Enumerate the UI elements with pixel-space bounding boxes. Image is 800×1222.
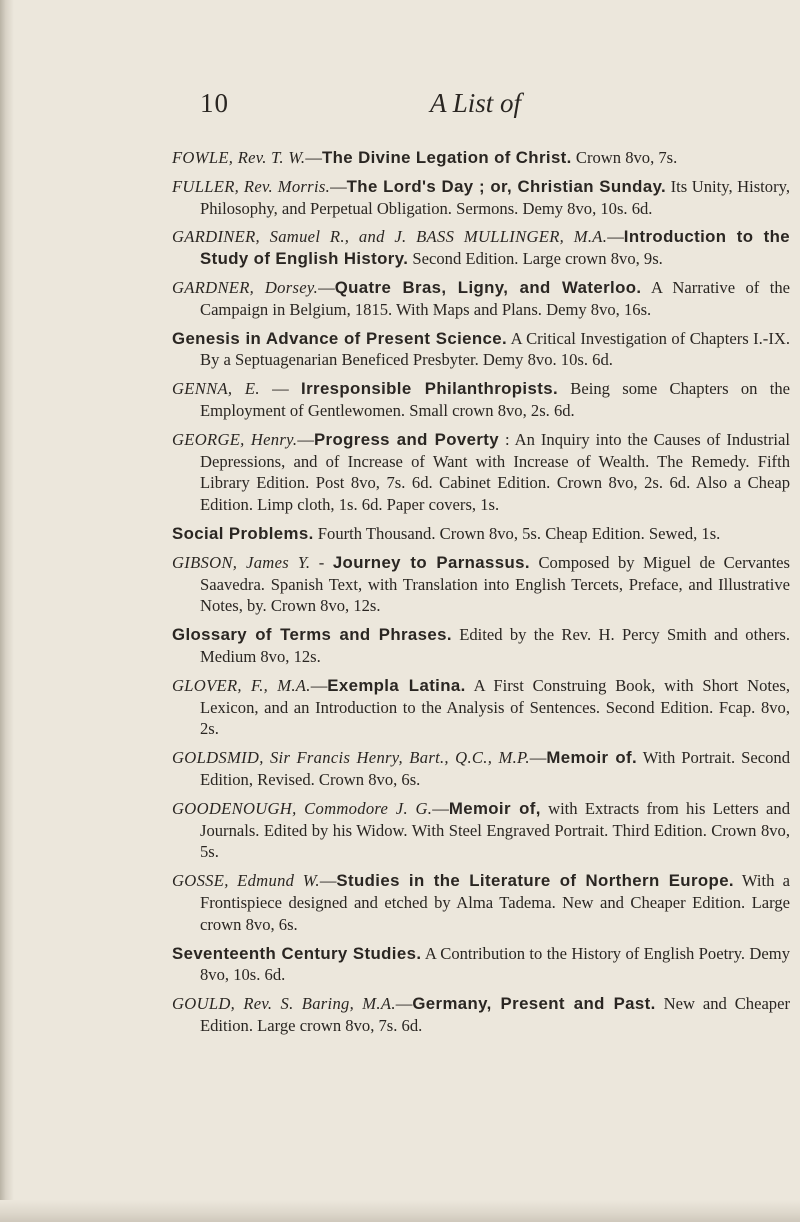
entry-author: GOODENOUGH, Commodore J. G. — [172, 798, 433, 818]
entry-details: with Extracts from his Letters and Journals. Edited by his Widow. With Steel Engraved Portrait. Third Edition. Crown 8vo, 5s. — [200, 798, 790, 862]
entry-details: : An Inquiry into the Causes of Industrial Depressions, and of Increase of Want with Increase of Wealth. The Remedy. Fifth Library Edition. Post 8vo, 7s. 6d. Cabinet Edition. Crown 8vo, 2s. 6d. Also a Cheap Edition. Limp cloth, 1s. 6d. Paper covers, 1s. — [200, 429, 790, 515]
entry-details: Composed by Miguel de Cervantes Saavedra. Spanish Text, with Translation into English Tercets, Preface, and Illustrative Notes, by. Crown 8vo, 12s. — [200, 552, 791, 616]
entry-separator: — — [330, 176, 347, 196]
entry-author: GARDINER, Samuel R., and J. BASS MULLINGER, M.A. — [172, 227, 608, 247]
entry-details: With Portrait. Second Edition, Revised. Crown 8vo, 6s. — [200, 748, 791, 789]
entry-details: Crown 8vo, 7s. — [571, 148, 678, 167]
entry-title: Memoir of, — [448, 798, 541, 818]
catalogue-entry — [172, 523, 790, 545]
entry-details: A Contribution to the History of English Poetry. Demy 8vo, 10s. 6d. — [200, 943, 790, 985]
entry-details: Second Edition. Large crown 8vo, 9s. — [408, 249, 663, 269]
entry-details: Its Unity, History, Philosophy, and Perpetual Obligation. Sermons. Demy 8vo, 10s. 6d. — [200, 176, 790, 218]
entry-title: Irresponsible Philanthropists. — [301, 379, 559, 399]
entry-details: A Critical Investigation of Chapters I.-IX. By a Septuagenarian Beneficed Presbyter. Demy 8vo. 10s. 6d. — [200, 328, 790, 370]
entry-details: New and Cheaper Edition. Large crown 8vo, 7s. 6d. — [200, 994, 790, 1035]
catalogue-entry — [172, 870, 790, 935]
entry-title: The Lord's Day ; or, Christian Sunday. — [346, 176, 667, 196]
entry-author: GOSSE, Edmund W. — [172, 871, 320, 891]
catalogue-entries — [172, 147, 790, 1044]
catalogue-entry — [172, 675, 790, 740]
entry-separator: — — [607, 227, 624, 247]
entry-details: Fourth Thousand. Crown 8vo, 5s. Cheap Edition. Sewed, 1s. — [313, 523, 721, 543]
entry-title: Glossary of Terms and Phrases. — [172, 625, 452, 645]
entry-separator: — — [297, 429, 314, 449]
entry-separator: — — [259, 379, 302, 399]
entry-details: With a Frontispiece designed and etched by Alma Tadema. New and Cheaper Edition. Large crown 8vo, 6s. — [200, 871, 790, 934]
entry-title: Seventeenth Century Studies. — [172, 943, 422, 963]
entry-title: Introduction to the Study of English History. — [200, 227, 790, 269]
entry-title: The Divine Legation of Christ. — [321, 148, 572, 167]
entry-author: GOLDSMID, Sir Francis Henry, Bart., Q.C., M.P. — [172, 748, 530, 768]
catalogue-entry — [172, 943, 790, 987]
entry-details: A Narrative of the Campaign in Belgium, 1815. With Maps and Plans. Demy 8vo, 16s. — [200, 277, 790, 319]
page-binding-edge — [0, 0, 14, 1222]
entry-separator: — — [318, 277, 335, 297]
entry-details: Edited by the Rev. H. Percy Smith and others. Medium 8vo, 12s. — [200, 625, 790, 666]
entry-author: GOULD, Rev. S. Baring, M.A. — [172, 994, 396, 1014]
page-header — [0, 88, 800, 128]
entry-author: FULLER, Rev. Morris. — [172, 176, 331, 196]
catalogue-entry — [172, 147, 790, 169]
entry-separator: — — [395, 994, 413, 1014]
entry-separator: — — [319, 871, 337, 891]
catalogue-entry — [172, 176, 790, 220]
entry-title: Social Problems. — [172, 523, 314, 543]
catalogue-entry — [172, 624, 790, 668]
entry-title: Progress and Poverty — [313, 429, 500, 449]
catalogue-entry — [172, 328, 790, 372]
catalogue-entry — [172, 552, 790, 617]
entry-title: Exempla Latina. — [327, 675, 466, 695]
entry-title: Journey to Parnassus. — [332, 552, 530, 572]
entry-separator: — — [310, 675, 328, 695]
entry-author: GLOVER, F., M.A. — [172, 675, 311, 695]
page-bottom-edge — [0, 1200, 800, 1222]
catalogue-entry — [172, 798, 790, 863]
running-title: A List of — [430, 88, 522, 118]
entry-separator: - — [310, 552, 333, 572]
entry-author: FOWLE, Rev. T. W. — [172, 148, 306, 167]
entry-separator: — — [305, 148, 322, 167]
entry-title: Studies in the Literature of Northern Europe. — [336, 871, 734, 891]
entry-title: Memoir of. — [546, 748, 638, 768]
catalogue-entry — [172, 993, 790, 1037]
entry-author: GARDNER, Dorsey. — [172, 277, 319, 297]
page-number: 10 — [200, 88, 229, 118]
entry-author: GEORGE, Henry. — [172, 429, 298, 449]
entry-details: Being some Chapters on the Employment of Gentlewomen. Small crown 8vo, 2s. 6d. — [200, 379, 790, 420]
catalogue-entry — [172, 378, 790, 422]
catalogue-entry — [172, 277, 790, 321]
catalogue-entry — [172, 226, 790, 270]
entry-author: GIBSON, James Y. — [172, 552, 311, 572]
entry-title: Quatre Bras, Ligny, and Waterloo. — [334, 277, 642, 297]
entry-separator: — — [432, 798, 449, 818]
catalogue-entry — [172, 747, 790, 791]
entry-title: Genesis in Advance of Present Science. — [172, 328, 508, 348]
entry-separator: — — [529, 748, 547, 768]
entry-title: Germany, Present and Past. — [412, 994, 656, 1014]
catalogue-entry — [172, 429, 790, 516]
entry-author: GENNA, E. — [172, 379, 260, 399]
entry-details: A First Construing Book, with Short Notes, Lexicon, and an Introduction to the Analysis of Sentences. Second Edition. Fcap. 8vo, 2s. — [200, 675, 790, 739]
